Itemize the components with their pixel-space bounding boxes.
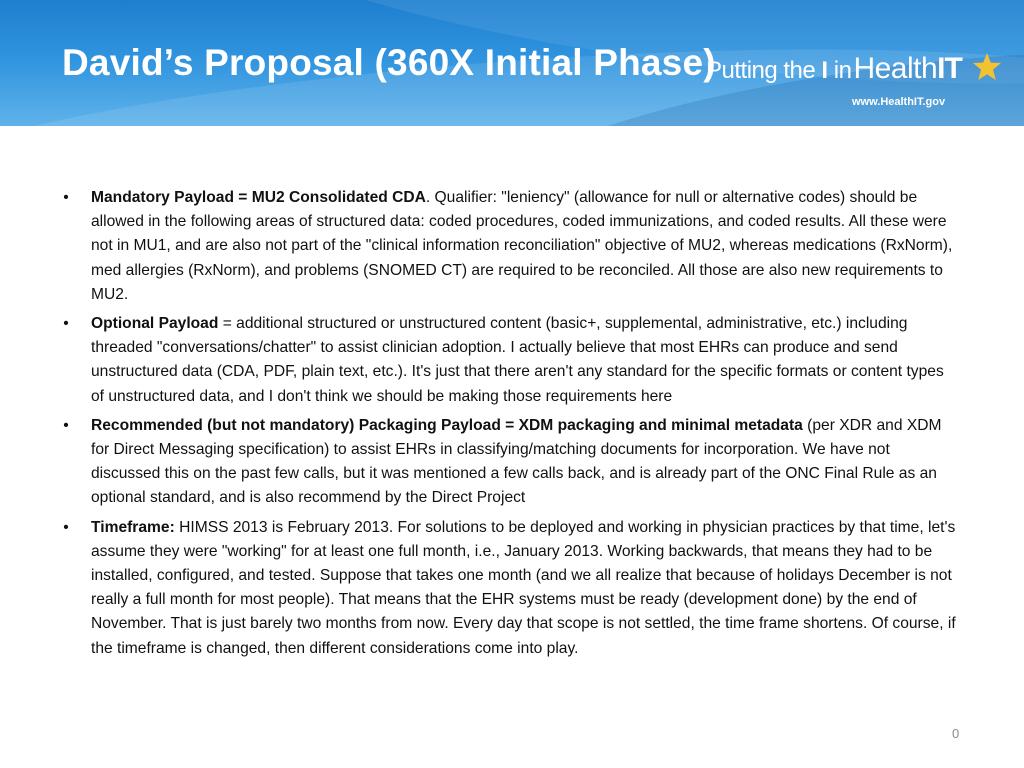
item-text: . Qualifier: "leniency" (allowance for null or alternative codes) should be allowed in the following areas of structured data: coded procedures, coded immunizations, and coded results. All these were not in MU1, and are also not part of the "clinical information reconciliation" objective of MU2, whereas medications (RxNorm), med allergies (RxNorm), and problems (SNOMED CT) are required to be reconciled. All those are also new requirements to MU2.: [91, 189, 953, 303]
item-text: (per XDR and XDM for Direct Messaging specification) to assist EHRs in classifying/matching documents for incorporation. We have not discussed this on the past few calls, but it was mentioned a few calls back, and is already part of the ONC Final Rule as an optional standard, and is also recommend by the Direct Project: [91, 416, 942, 507]
list-item: [60, 516, 960, 661]
bullet-marker: •: [63, 416, 69, 434]
list-item: [60, 186, 960, 307]
logo-text-it: IT: [937, 52, 962, 85]
item-heading: Timeframe:: [91, 518, 175, 536]
website-url: www.HealthIT.gov: [852, 96, 946, 108]
list-item: [60, 414, 960, 511]
star-icon: [972, 52, 1002, 82]
bullet-marker: •: [63, 189, 69, 206]
slide-title: David’s Proposal (360X Initial Phase): [62, 42, 716, 83]
logo-text-putting: Putting the I in: [706, 57, 852, 84]
bullet-marker: •: [63, 518, 69, 536]
list-item: [60, 312, 960, 409]
logo-text-health: Health: [853, 52, 938, 85]
page-number: 0: [952, 726, 960, 741]
healthit-logo: [706, 52, 962, 92]
item-text: HIMSS 2013 is February 2013. For solutions to be deployed and working in physician practices by that time, let's assume they were "working" for at least one full month, i.e., January 2013. Working backwards, that means they had to be installed, configured, and tested. Suppose that takes one month (and we all realize that because of holidays December is not really a full month for most people). That means that the EHR systems must be ready (development done) by the end of November. That is just barely two months from now. Every day that scope is not settled, the time frame shortens. Of course, if the timeframe is changed, then different considerations come into play.: [91, 518, 956, 657]
bullet-list: [60, 186, 960, 666]
bullet-marker: •: [63, 315, 69, 333]
item-heading: Recommended (but not mandatory) Packaging Payload = XDM packaging and minimal metadata: [91, 416, 803, 434]
item-heading: Mandatory Payload = MU2 Consolidated CDA: [91, 189, 426, 206]
item-text: = additional structured or unstructured content (basic+, supplemental, administrative, etc.) including threaded "conversations/chatter" to assist clinician adoption. I actually believe that most EHRs can produce and send unstructured data (CDA, PDF, plain text, etc.). It's just that there aren't any standard for the specific formats or content types of unstructured data, and I don't think we should be making those requirements here: [91, 315, 944, 405]
item-heading: Optional Payload: [91, 315, 219, 333]
